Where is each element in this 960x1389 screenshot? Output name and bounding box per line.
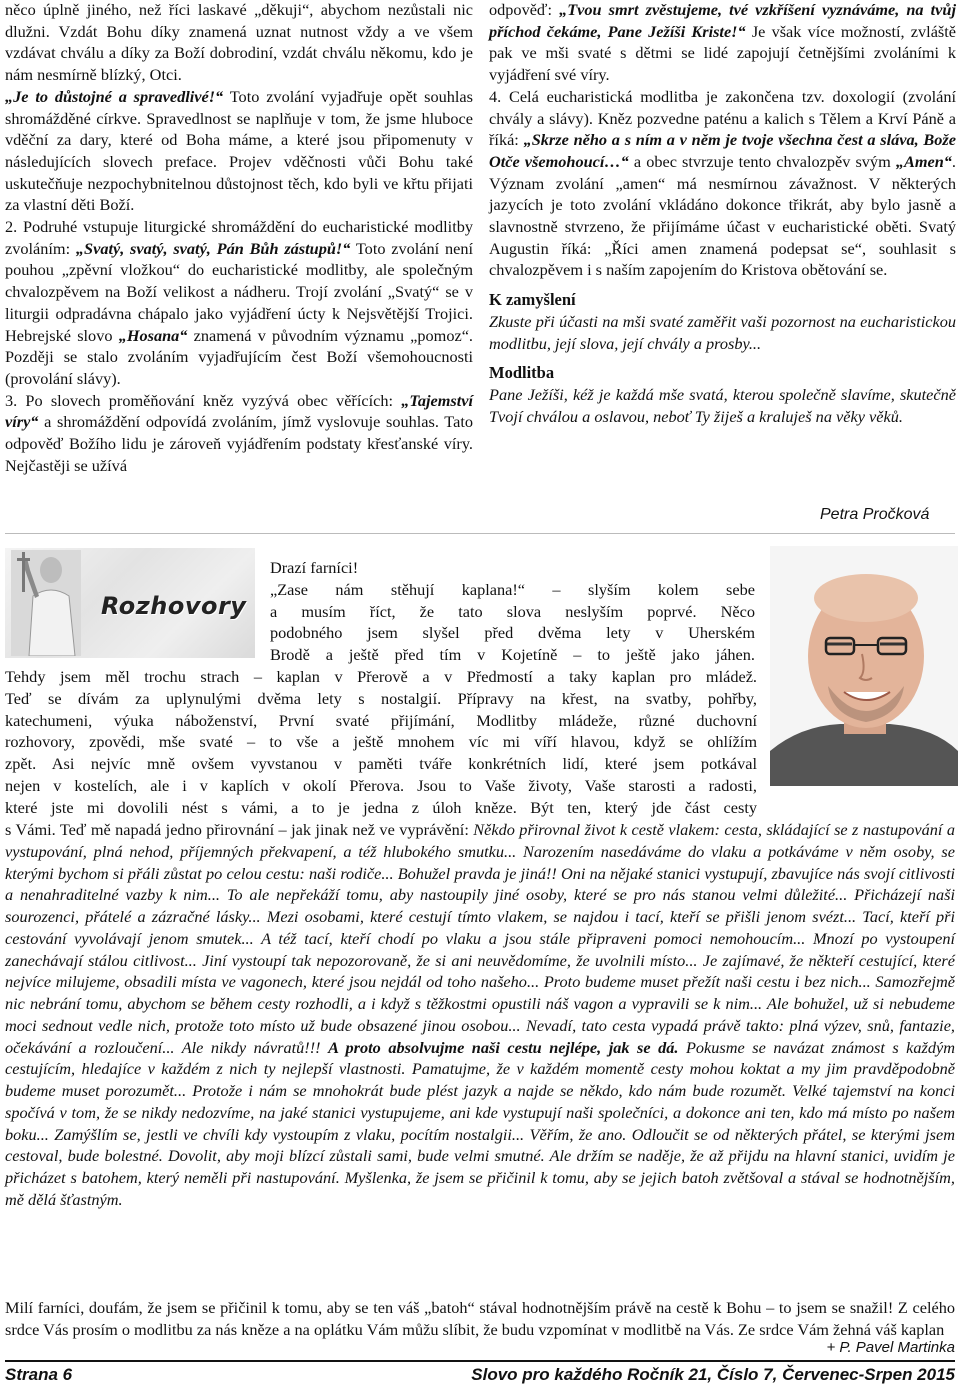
- paragraph: [5, 819, 955, 1211]
- paragraph-text: Je však více možností, zvláště pak ve mši svaté s dětmi se lidé zapojují četnějšími zvoláními k vyjádření své víry.: [489, 21, 957, 85]
- quote-bold: „Je to důstojné a spravedlivé!“: [5, 86, 224, 106]
- paragraph: Milí farníci, doufám, že jsem se přičinil k tomu, aby se ten váš „batoh“ stával hodnotnějším právě na cestě k Bohu – to jsem se snažil! Z celého srdce Vás prosím o modlitbu za nás kněze a na oplátku Vám můžu slíbit, že budu vzpomínat v modlitbě na Vás. Ze srdce Vám žehná váš kaplan: [5, 1298, 955, 1339]
- interview-main-text: [5, 819, 955, 1211]
- interview-intro: [270, 557, 755, 666]
- text-line: podobného jsem slyšel před dvěma lety v Uherském: [270, 623, 755, 643]
- paragraph-text: . Význam zvolání „amen“ má nesmírnou závažnost. V některých jazycích je toto zvolání vkládáno dokonce třikrát, aby bylo jasně a slavnostně stvrzeno, že přijímáme účast v eucharistické oběti. Svatý Augustin říká: „Říci amen znamená podepsat se“, souhlasit s chvalozpěvem i s naším zapojením do Kristova obětování se.: [489, 151, 956, 280]
- article-right-column: [489, 0, 956, 427]
- text-line: Brodě a ještě před tím v Kojetíně – to ještě jako jáhen.: [270, 645, 755, 665]
- interview-section-logo: [5, 548, 255, 658]
- text-line: nejen v kostelích, ale i v kaplích v okolí Přerova. Jsou to Vaše životy, Vaše starosti a radosti,: [5, 775, 757, 795]
- section-heading-reflection: K zamyšlení: [489, 290, 576, 310]
- text-line: rozhovory, zpovědi, mše svaté – to vše a ještě mnohem víc mi víří hlavou, když se ohlížím: [5, 732, 757, 752]
- paragraph-text: znamená v původním významu „pomoz“. Později se stalo zvoláním vyjadřujícím čest Boží všemohoucnosti (provolání slávy).: [5, 325, 474, 388]
- interview-author: + P. Pavel Martinka: [826, 1339, 955, 1356]
- text-line: katechumeni, výuka náboženství, První svaté přijímání, Modlitby mládeže, různé duchovní: [5, 710, 757, 730]
- paragraph: [489, 86, 956, 281]
- paragraph-text: a obec stvrzuje tento chvalozpěv svým: [628, 151, 896, 171]
- paragraph-text: Toto zvolání není pouhou „zpěvní vložkou“ do eucharistické modlitby, ale společným chvalozpěvem na Boží velikost a nádheru. Trojí zvolání „Svatý“ se v liturgii odpradávna chápalo jako vyjádření úcty k Nejsvětější Trojici. Hebrejské slovo: [5, 238, 473, 345]
- story-italic: Pokusme se navázat známost s každým cestujícím, hledajíce v každém z nich ty nejlepší vlastnosti. Pamatujme, že v každém momentě cesty mohou koktat a my jim pravděpodobně budeme muset porozumět... Protože i nám se mnohokrát bude plést jazyk a najde se někdo, kdo nám bude rozumět. Velké tajemství na konci spočívá v tom, že se nikdy nedozvíme, na jaké stanici vystupujeme, ani kde vystupují naši společníci, a dokonce ani ten, kdo má místo po našem boku... Zamýšlím se, jestli ve chvíli kdy vystoupím z vlaku, pocítím nostalgii... Věřím, že ano. Odloučit se od některých přátel, se kterými jsem cestoval, bude bolestné. Dovolit, aby moji blízcí zůstali sami, bude velmi smutné. Ale držím se naděje, že až přijdu na hlavní stanici, uvidím je přicházet s batohem, který neměli při nastupování. Myšlenka, že jsem se přičinil k tomu, aby se jejich batoh zvětšoval a stával se hodnotnějším, mě dělá šťastným.: [5, 1037, 956, 1209]
- page-footer: [5, 1360, 955, 1389]
- paragraph-text: a shromáždění odpovídá zvoláním, jímž vyslovuje souhlas. Tato odpověď Božího lidu je zároveň vyjádřením podstaty křesťanské víry. Nejčastěji se užívá: [5, 412, 473, 475]
- paragraph: [5, 216, 473, 390]
- section-heading-prayer: Modlitba: [489, 363, 555, 383]
- pope-figure-icon: [11, 550, 81, 656]
- paragraph-italic: Zkuste při účasti na mši svaté zaměřit vaši pozornost na eucharistickou modlitbu, její slova, její chvály a prosby...: [489, 311, 956, 353]
- author-portrait-photo: [770, 546, 958, 786]
- issue-info: Slovo pro každého Ročník 21, Číslo 7, Červenec-Srpen 2015: [471, 1365, 955, 1384]
- interview-text-wrapped: [5, 666, 757, 819]
- paragraph: [5, 86, 473, 216]
- quote-bold: „Tvou smrt zvěstujeme, tvé vzkříšení vyznáváme, na tvůj příchod čekáme, Pane Ježíši Kriste!“: [489, 0, 956, 41]
- paragraph: [489, 0, 956, 86]
- quote-bold: „Tajemství víry“: [5, 390, 473, 432]
- paragraph: něco úplně jiného, než říci laskavé „děkuji“, abychom nezůstali nic dlužni. Vzdát Bohu díky znamená uznat nutnost vždy a ve všem vzdávat chválu a díky za Boží dobrodiní, vzdát chválu někomu, kdo je nám nesmírně blízký, Otci.: [5, 0, 473, 85]
- interview-signoff: [5, 1297, 955, 1341]
- paragraph-text: Toto zvolání vyjadřuje opět souhlas shromážděné církve. Spravedlnost se naplňuje v tom, že jsme hluboce vděční za dary, které od Boha máme, a které jsou připomenuty v následujících slovech preface. Projev vděčnosti vůči Bohu také uskutečňuje nezpochybnitelnou důstojnost těch, kdo byli ve křtu přijati za vlastní děti Boží.: [5, 86, 473, 215]
- paragraph-text: 2. Podruhé vstupuje liturgické shromáždění do eucharistické modlitby zvoláním:: [5, 217, 473, 258]
- author-signature: Petra Pročková: [820, 506, 930, 523]
- quote-bold: „Amen“: [895, 151, 952, 171]
- story-emphasis: A proto absolvujme naši cestu nejlépe, jak se dá.: [328, 1037, 679, 1057]
- text-line: Drazí farníci!: [270, 558, 359, 577]
- section-divider: [5, 533, 955, 534]
- article-left-column: [5, 0, 473, 476]
- story-italic: Někdo přirovnal život k cestě vlakem: cesta, skládající se z nastupování a vystupování, plná nehod, příjemných překvapení, a též hlubokého smutku... Narozením nasedáváme do vlaku a potkáváme v něm osoby, se kterými bychom si přáli zůstat po celou cestu: naši rodiče... Bohužel pravda je jiná!! Oni na nějaké stanici vystupují, zbavujíce nás svojí citlivosti a nenahraditelné vazby k nim... To ale nepřekáží tomu, aby nastoupily jiné osoby, které se pro nás stanou velmi důležité... Přicházejí naši sourozenci, přátelé a zázračné lásky... Mezi osobami, které cestují tímto vlakem, se najdou i tací, kteří se přišli jenom svézt... Tací, kteří při cestování vyvolávají jenom smutek... A též tací, kteří chodí po vlaku a jsou stále připraveni pomoci nemohoucím... Mnozí po vystoupení zanechávají stálou citlivost... Jiní vystoupí tak nepozorovaně, že si ani neuvědomíme, že uvolnili místo... Je zajímavé, že někteří cestující, které nejvíce milujeme, obsadili místa ve vagonech, které jsou nejdál od toho našeho... Proto budeme muset přežít naši cestu i bez nich... Samozřejmě nic nebrání tomu, abychom se během cesty rozhodli, a i když s těžkostmi opustili náš vagon a vypravili se k nim... Ale bohužel, už si nebudeme moci sednout vedle nich, protože toto místo už bude obsazené jinou osobou... Nevadí, tato cesta vypadá právě takto: plná výzev, snů, fantazie, očekávání a rozloučení... Ale nikdy návratů!!!: [5, 820, 955, 1057]
- text-line: zpět. Asi nejvíc mně ovšem vyvstanou v paměti tváře konkrétních lidí, které jsem potkával: [5, 754, 757, 774]
- paragraph-text: 3. Po slovech proměňování kněz vyzývá obec věřících:: [5, 390, 402, 410]
- text-line: Teď se dívám za uplynulými dvěma lety s nostalgií. Přípravy na křest, na svatby, pohřby,: [5, 688, 757, 708]
- paragraph: [5, 390, 473, 477]
- paragraph-text: s Vámi. Teď mě napadá jedno přirovnání – jak jinak než ve vyprávění:: [5, 820, 474, 839]
- text-line: Tehdy jsem měl trochu strach – kaplan v Přerově a v Předmostí a taky kaplan pro mládež.: [5, 667, 757, 686]
- prayer-text: Pane Ježíši, kéž je každá mše svatá, kterou společně slavíme, skutečně Tvojí chválou a oslavou, neboť Ty žiješ a kraluješ na věky věků.: [489, 384, 956, 426]
- quote-bold: „Svatý, svatý, svatý, Pán Bůh zástupů!“: [75, 238, 351, 258]
- text-line: „Zase nám stěhují kaplana!“ – slyším kolem sebe: [270, 579, 755, 599]
- interview-logo-text: Rozhovory: [101, 592, 247, 620]
- text-line: a musím říct, že tato slova neslyším poprvé. Něco: [270, 601, 755, 621]
- quote-bold: „Hosana“: [118, 325, 188, 345]
- paragraph-text: odpověď:: [489, 0, 560, 19]
- quote-bold: „Skrze něho a s ním a v něm je tvoje všechna čest a sláva, Bože Otče všemohoucí…“: [489, 130, 956, 171]
- page-number: Strana 6: [5, 1365, 73, 1384]
- text-line: které jste mi dovolili nést s vámi, a to je jedna z úloh kněze. Být ten, který jde část cesty: [5, 797, 757, 817]
- paragraph-text: 4. Celá eucharistická modlitba je zakončena tzv. doxologií (zvolání chvály a slávy). Kněz pozvedne paténu a kalich s Tělem a Krví Páně a říká:: [489, 86, 956, 150]
